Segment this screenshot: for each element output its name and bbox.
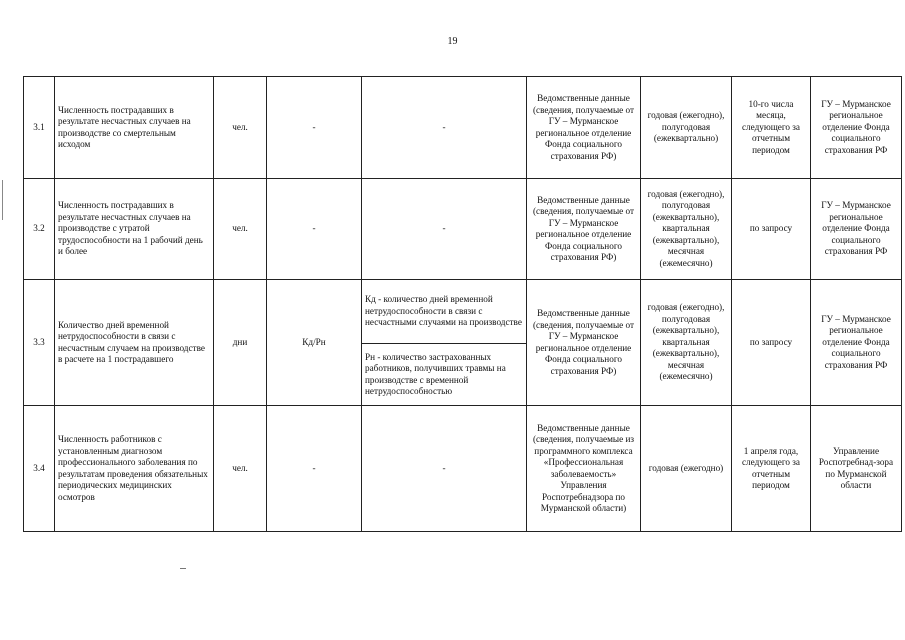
variables-cell: - (362, 77, 527, 179)
formula-cell: - (267, 406, 362, 532)
variables-cell: - (362, 179, 527, 280)
row-number: 3.4 (24, 406, 55, 532)
formula-cell: - (267, 179, 362, 280)
variable-rn: Рн - количество застрахованных работников, получивших травмы на производстве с временной нетрудоспособностью (362, 344, 527, 406)
unit-cell: дни (214, 280, 267, 406)
deadline-cell: 10-го числа месяца, следующего за отчетным периодом (732, 77, 811, 179)
indicator-name: Численность работников с установленным диагнозом профессионального заболевания по результатам проведения обязательных периодических медицинских осмотров (55, 406, 214, 532)
unit-cell: чел. (214, 179, 267, 280)
responsible-cell: Управление Роспотребнад-зора по Мурманской области (811, 406, 902, 532)
deadline-cell: 1 апреля года, следующего за отчетным периодом (732, 406, 811, 532)
variables-cell: - (362, 406, 527, 532)
footer-mark (180, 568, 186, 569)
row-number: 3.1 (24, 77, 55, 179)
deadline-cell: по запросу (732, 179, 811, 280)
unit-cell: чел. (214, 406, 267, 532)
variable-kd: Кд - количество дней временной нетрудоспособности в связи с несчастными случаями на производстве (362, 280, 527, 344)
responsible-cell: ГУ – Мурманское региональное отделение Фонда социального страхования РФ (811, 280, 902, 406)
period-cell: годовая (ежегодно), полугодовая (ежеквартально), квартальная (ежеквартально), месячная (ежемесячно) (641, 179, 732, 280)
row-number: 3.3 (24, 280, 55, 406)
table-row (24, 179, 902, 280)
indicator-name: Численность пострадавших в результате несчастных случаев на производстве с утратой трудоспособности на 1 рабочий день и более (55, 179, 214, 280)
source-cell: Ведомственные данные (сведения, получаемые от ГУ – Мурманское региональное отделение Фонда социального страхования РФ) (527, 77, 641, 179)
period-cell: годовая (ежегодно), полугодовая (ежеквартально), квартальная (ежеквартально), месячная (ежемесячно) (641, 280, 732, 406)
period-cell: годовая (ежегодно) (641, 406, 732, 532)
responsible-cell: ГУ – Мурманское региональное отделение Фонда социального страхования РФ (811, 77, 902, 179)
source-cell: Ведомственные данные (сведения, получаемые из программного комплекса «Профессиональная заболеваемость» Управления Роспотребнадзора по Мурманской области) (527, 406, 641, 532)
margin-mark (2, 180, 3, 220)
period-cell: годовая (ежегодно), полугодовая (ежеквартально) (641, 77, 732, 179)
source-cell: Ведомственные данные (сведения, получаемые от ГУ – Мурманское региональное отделение Фонда социального страхования РФ) (527, 280, 641, 406)
indicator-name: Количество дней временной нетрудоспособности в связи с несчастным случаем на производстве в расчете на 1 пострадавшего (55, 280, 214, 406)
source-cell: Ведомственные данные (сведения, получаемые от ГУ – Мурманское региональное отделение Фонда социального страхования РФ) (527, 179, 641, 280)
page-number: 19 (447, 36, 458, 47)
table-row (24, 280, 902, 344)
table-row (24, 406, 902, 532)
formula-cell: Кд/Рн (267, 280, 362, 406)
deadline-cell: по запросу (732, 280, 811, 406)
indicators-table (23, 76, 902, 532)
indicator-name: Численность пострадавших в результате несчастных случаев на производстве со смертельным исходом (55, 77, 214, 179)
responsible-cell: ГУ – Мурманское региональное отделение Фонда социального страхования РФ (811, 179, 902, 280)
formula-cell: - (267, 77, 362, 179)
table-row (24, 77, 902, 179)
row-number: 3.2 (24, 179, 55, 280)
unit-cell: чел. (214, 77, 267, 179)
